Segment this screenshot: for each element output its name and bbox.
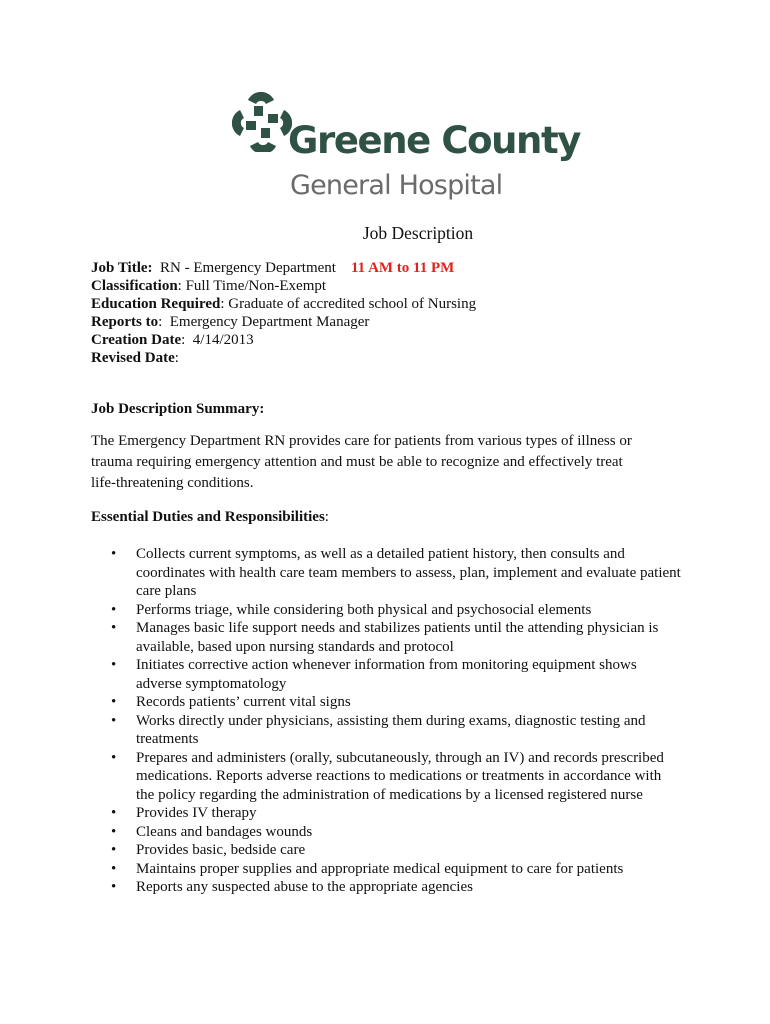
summary-text: The Emergency Department RN provides care for patients from various types of illness or trauma requiring emergency attention and must be able to recognize and effectively treat life-threatening conditions. xyxy=(91,433,632,491)
reports-row xyxy=(91,313,476,331)
classification-value: : Full Time/Non-Exempt xyxy=(177,278,327,294)
list-item: • Maintains proper supplies and appropriate medical equipment to care for patients xyxy=(91,860,681,879)
list-item: • Prepares and administers (orally, subcutaneously, through an IV) and records prescribed medications. Reports adverse reactions to medications or treatments in accordance with the policy regarding the administration of medications by a licensed registered nurse xyxy=(91,749,681,805)
job-title-label: Job Title: xyxy=(91,260,153,276)
creation-value: : 4/14/2013 xyxy=(181,332,254,348)
logo-subtitle: General Hospital xyxy=(290,170,503,201)
classification-row xyxy=(91,277,476,295)
logo-name: Greene County xyxy=(288,119,580,162)
list-item: • Cleans and bandages wounds xyxy=(91,823,681,842)
creation-label: Creation Date xyxy=(91,332,182,348)
summary-heading: Job Description Summary: xyxy=(91,401,265,417)
list-item: • Reports any suspected abuse to the appropriate agencies xyxy=(91,878,681,897)
revised-row xyxy=(91,349,476,367)
list-item: • Provides IV therapy xyxy=(91,804,681,823)
job-title-value: RN - Emergency Department xyxy=(160,260,336,276)
education-label: Education Required xyxy=(91,296,221,312)
education-value: : Graduate of accredited school of Nursing xyxy=(220,296,477,312)
job-title-row xyxy=(91,259,476,277)
duties-heading-suffix: : xyxy=(324,509,329,525)
list-item: • Performs triage, while considering both physical and psychosocial elements xyxy=(91,601,681,620)
page-title: Job Description xyxy=(362,223,474,243)
list-item: • Works directly under physicians, assisting them during exams, diagnostic testing and treatments xyxy=(91,712,681,749)
reports-label: Reports to xyxy=(91,314,159,330)
duties-heading-label: Essential Duties and Responsibilities xyxy=(91,509,325,525)
list-item: • Collects current symptoms, as well as a detailed patient history, then consults and coordinates with health care team members to assess, plan, implement and evaluate patient care plans xyxy=(91,545,681,601)
duties-list xyxy=(91,545,681,897)
classification-label: Classification xyxy=(91,278,178,294)
list-item: • Manages basic life support needs and stabilizes patients until the attending physician is available, based upon nursing standards and protocol xyxy=(91,619,681,656)
revised-label: Revised Date xyxy=(91,350,175,366)
list-item: • Records patients’ current vital signs xyxy=(91,693,681,712)
hospital-logo xyxy=(232,92,580,212)
revised-value: : xyxy=(174,350,179,366)
reports-value: : Emergency Department Manager xyxy=(158,314,370,330)
duties-heading xyxy=(91,509,329,526)
creation-row xyxy=(91,331,476,349)
shift-hours: 11 AM to 11 PM xyxy=(350,260,455,276)
job-meta xyxy=(91,259,476,367)
cross-logo-icon xyxy=(232,92,292,152)
list-item: • Provides basic, bedside care xyxy=(91,841,681,860)
list-item: • Initiates corrective action whenever information from monitoring equipment shows adverse symptomatology xyxy=(91,656,681,693)
education-row xyxy=(91,295,476,313)
